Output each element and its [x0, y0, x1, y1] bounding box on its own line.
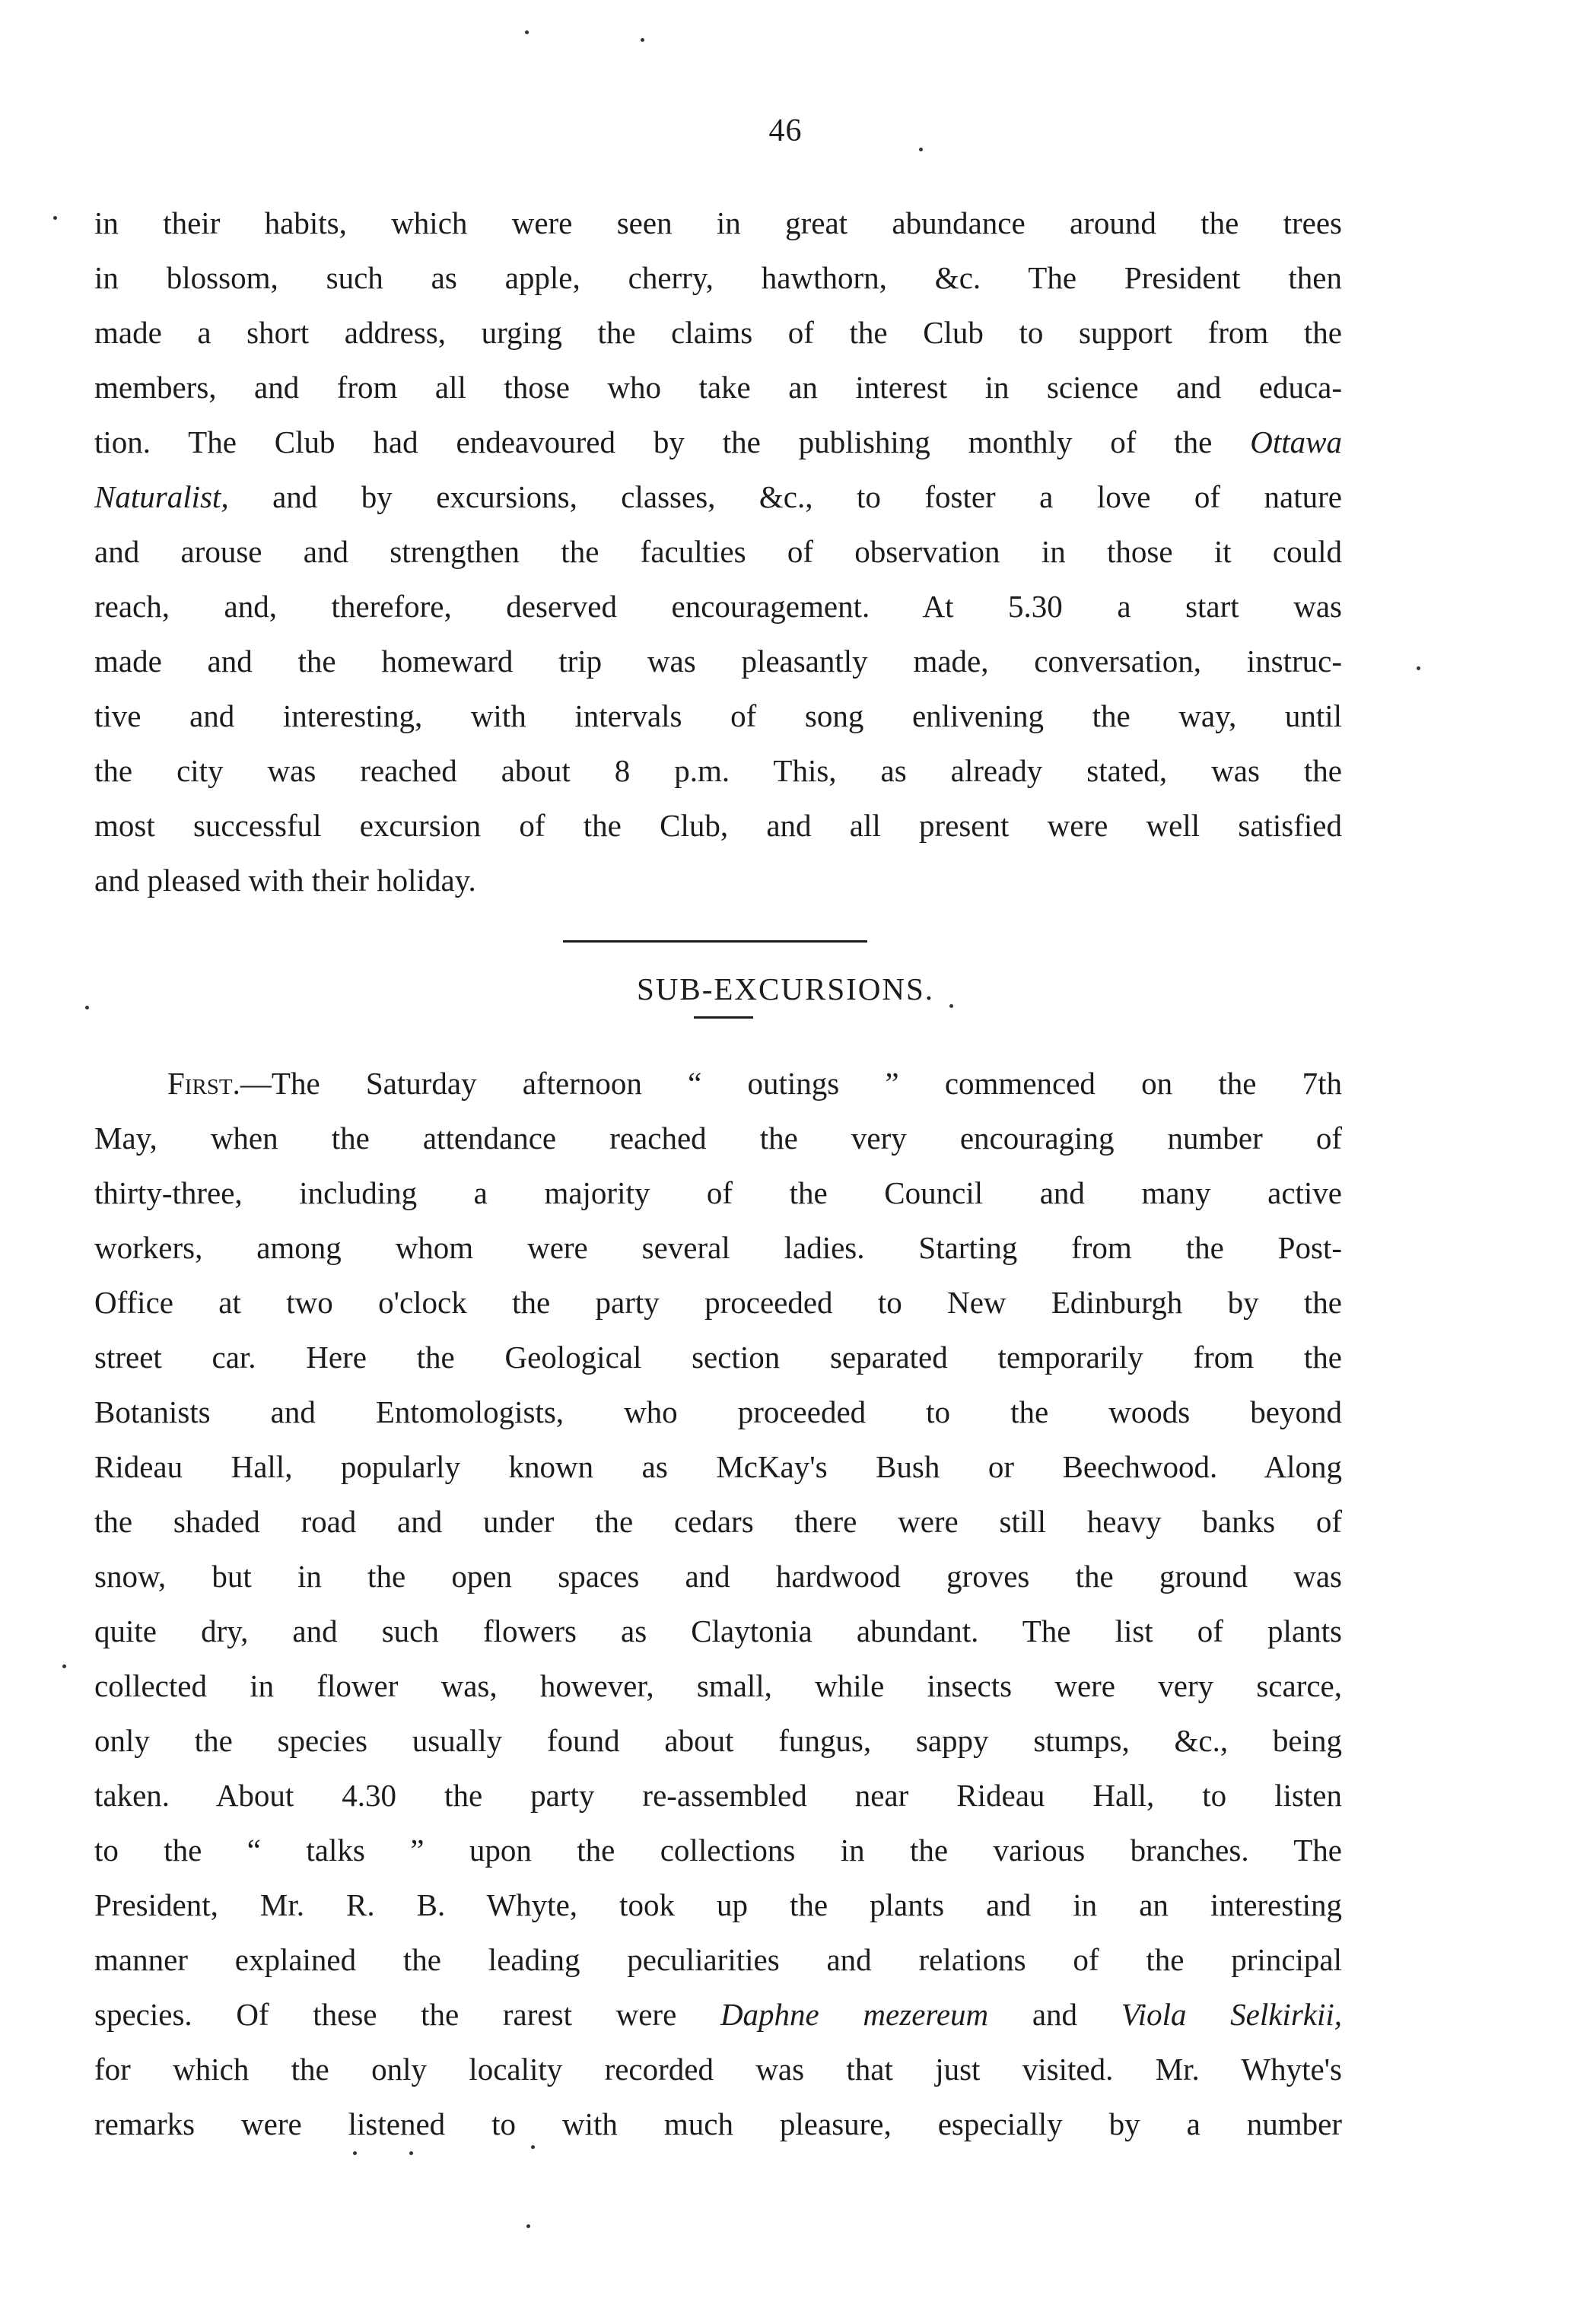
text-line: quite dry, and such flowers as Claytonia abundant. The list of plants [94, 1613, 1342, 1648]
species-name: Daphne mezereum [720, 1997, 989, 2032]
text-line: only the species usually found about fungus, sappy stumps, &c., being [94, 1723, 1342, 1758]
page-number: 46 [768, 113, 803, 148]
text-line: remarks were listened to with much pleasure, especially by a number [94, 2106, 1342, 2141]
text-fragment: —The Saturday afternoon “ outings ” commenced on the 7th [240, 1066, 1342, 1101]
text-line: the city was reached about 8 p.m. This, as already stated, was the [94, 753, 1342, 788]
print-speck [62, 1664, 66, 1668]
text-line: tive and interesting, with intervals of song enlivening the way, until [94, 698, 1342, 733]
text-line: members, and from all those who take an interest in science and educa- [94, 370, 1342, 405]
species-name: Viola Selkirkii, [1121, 1997, 1343, 2032]
publication-title: Ottawa [1250, 424, 1343, 459]
text-line: manner explained the leading peculiarities and relations of the principal [94, 1942, 1342, 1977]
print-speck [641, 38, 644, 42]
text-line: in blossom, such as apple, cherry, hawthorn, &c. The President then [94, 260, 1342, 295]
text-line: collected in flower was, however, small, while insects were very scarce, [94, 1668, 1342, 1703]
text-fragment: and [1032, 1997, 1078, 2032]
text-line [94, 415, 1342, 469]
section-divider [563, 940, 867, 943]
text-fragment: and by excursions, classes, &c., to foster a love of nature [272, 479, 1342, 514]
lead-word: First. [167, 1066, 240, 1101]
text-fragment: tion. The Club had endeavoured by the publishing monthly of the [94, 424, 1213, 459]
text-line: in their habits, which were seen in great abundance around the trees [94, 205, 1342, 240]
text-line: to the “ talks ” upon the collections in the various branches. The [94, 1833, 1342, 1868]
text-line: reach, and, therefore, deserved encouragement. At 5.30 a start was [94, 589, 1342, 624]
print-speck [53, 216, 57, 220]
text-line [94, 469, 1342, 524]
publication-title: Naturalist, [94, 479, 229, 514]
print-speck [526, 2224, 530, 2228]
section-heading: SUB-EXCURSIONS. [636, 971, 935, 1006]
text-line: thirty-three, including a majority of the Council and many active [94, 1175, 1342, 1210]
text-line: street car. Here the Geological section separated temporarily from the [94, 1340, 1342, 1375]
text-line: President, Mr. R. B. Whyte, took up the plants and in an interesting [94, 1887, 1342, 1922]
heading-underline [694, 1016, 753, 1019]
text-line: and pleased with their holiday. [94, 863, 476, 898]
text-line: the shaded road and under the cedars there were still heavy banks of [94, 1504, 1342, 1539]
text-line [94, 1987, 1342, 2042]
text-line: made and the homeward trip was pleasantly made, conversation, instruc- [94, 644, 1342, 679]
text-line: for which the only locality recorded was that just visited. Mr. Whyte's [94, 2052, 1342, 2087]
text-line [94, 1056, 1342, 1111]
text-line: made a short address, urging the claims of the Club to support from the [94, 315, 1342, 350]
print-speck [525, 30, 529, 34]
text-line: May, when the attendance reached the very encouraging number of [94, 1121, 1342, 1156]
text-line: workers, among whom were several ladies. Starting from the Post- [94, 1230, 1342, 1265]
text-line: Rideau Hall, popularly known as McKay's Bush or Beechwood. Along [94, 1449, 1342, 1484]
text-line: Botanists and Entomologists, who proceeded to the woods beyond [94, 1394, 1342, 1429]
text-fragment: species. Of these the rarest were [94, 1997, 677, 2032]
text-line: snow, but in the open spaces and hardwood groves the ground was [94, 1559, 1342, 1594]
text-line: taken. About 4.30 the party re-assembled near Rideau Hall, to listen [94, 1778, 1342, 1813]
text-line: most successful excursion of the Club, and all present were well satisfied [94, 808, 1342, 843]
print-speck [1417, 666, 1420, 670]
print-speck [409, 2151, 413, 2155]
text-line: and arouse and strengthen the faculties of observation in those it could [94, 534, 1342, 569]
text-line: Office at two o'clock the party proceeded to New Edinburgh by the [94, 1285, 1342, 1320]
print-speck [353, 2151, 357, 2155]
